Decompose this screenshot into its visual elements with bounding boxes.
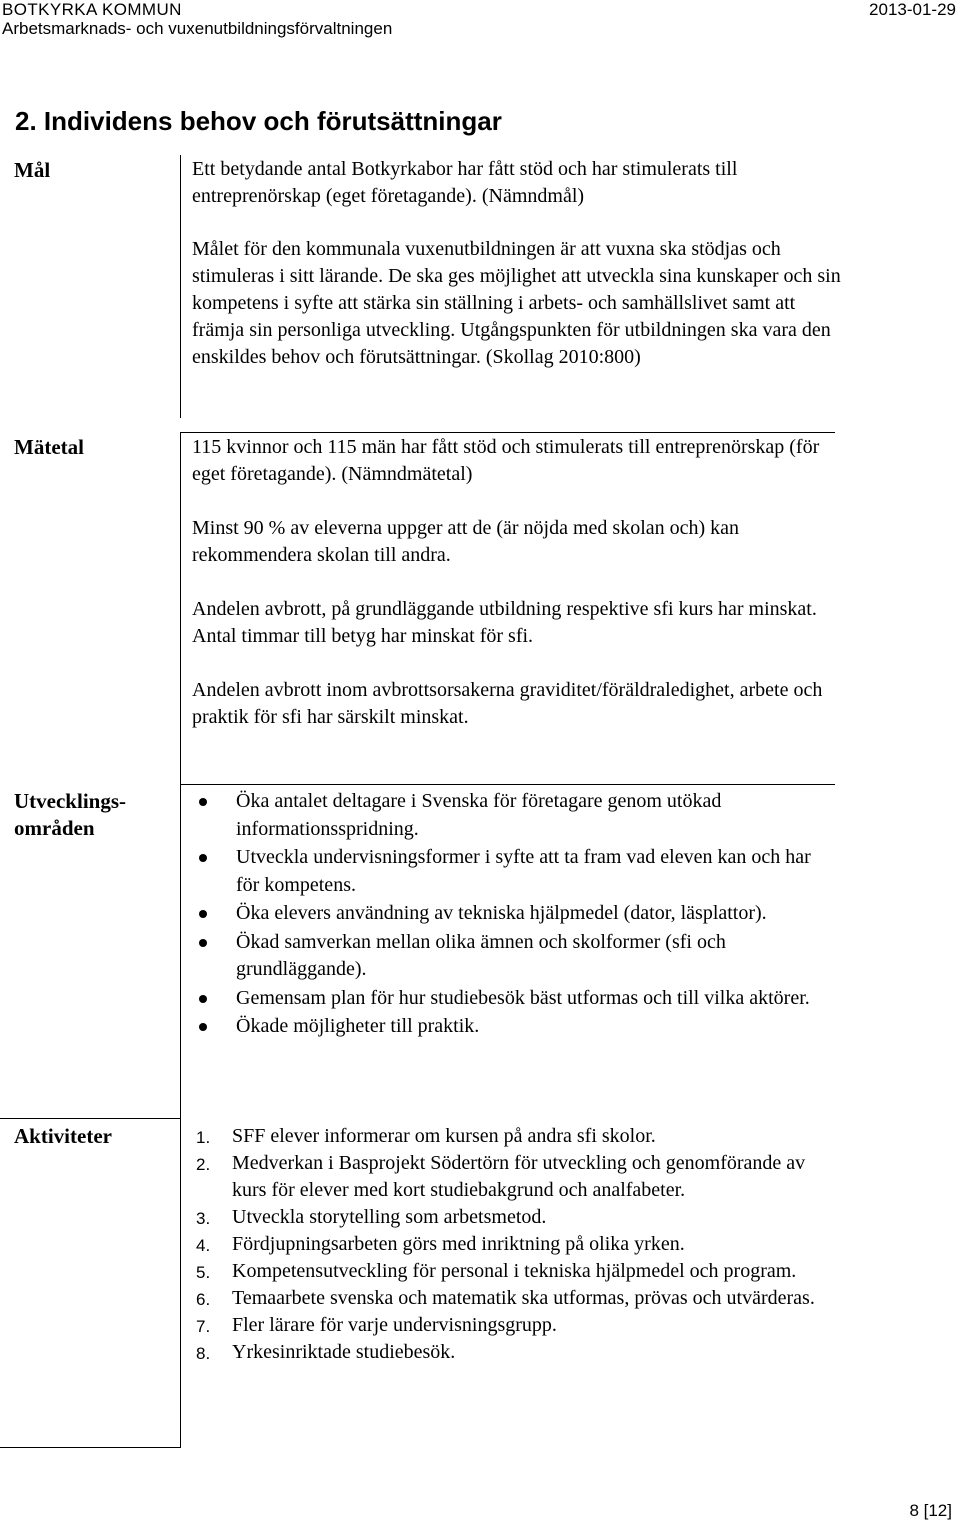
item-number: 2. — [196, 1155, 211, 1174]
list-item — [192, 1231, 832, 1258]
activity-text: Yrkesinriktade studiebesök. — [232, 1341, 456, 1363]
row-separator-mal — [180, 432, 835, 433]
row-label-utveckling-line-1: Utvecklings- — [14, 789, 126, 813]
list-item — [192, 900, 832, 928]
page-number: 8 [12] — [909, 1501, 952, 1520]
activity-text: Kompetensutveckling för personal i tekniska hjälpmedel och program. — [232, 1260, 797, 1282]
list-item — [192, 1285, 832, 1312]
activity-text: Temaarbete svenska och matematik ska utformas, prövas och utvärderas. — [232, 1287, 815, 1309]
row-label-aktiviteter: Aktiviteter — [14, 1124, 112, 1148]
development-item-text: Ökad samverkan mellan olika ämnen och skolformer (sfi och grundläggande). — [236, 930, 726, 980]
table-divider-top — [180, 155, 181, 418]
table-bottom-border — [0, 1447, 180, 1448]
list-item — [192, 1312, 832, 1339]
metric-paragraph-4: Andelen avbrott inom avbrottsorsakerna graviditet/föräldraledighet, arbete och praktik för sfi har särskilt minskat. — [192, 679, 823, 728]
list-item — [192, 844, 832, 899]
item-number: 3. — [196, 1209, 211, 1228]
list-item — [192, 929, 832, 984]
bullet-icon — [199, 939, 207, 947]
list-item — [192, 1013, 832, 1041]
activity-text: Fler lärare för varje undervisningsgrupp. — [232, 1314, 557, 1336]
bullet-icon — [199, 798, 207, 806]
development-item-text: Ökade möjligheter till praktik. — [236, 1015, 480, 1037]
row-label-matetal: Mätetal — [14, 435, 84, 459]
department-name: Arbetsmarknads- och vuxenutbildningsförvaltningen — [2, 19, 393, 38]
list-item — [192, 985, 832, 1013]
item-number: 6. — [196, 1290, 211, 1309]
list-item — [192, 788, 832, 843]
list-item — [192, 1339, 832, 1366]
row-separator-matetal — [180, 784, 835, 785]
bullet-icon — [199, 910, 207, 918]
list-item — [192, 1123, 832, 1150]
table-divider-utveckling — [180, 784, 181, 1119]
row-label-utveckling-line-2: områden — [14, 816, 95, 840]
row-separator-utveckling — [0, 1118, 180, 1119]
metric-paragraph-1: 115 kvinnor och 115 män har fått stöd och stimulerats till entreprenörskap (för eget företagande). (Nämndmätetal) — [192, 436, 820, 485]
table-divider-matetal — [180, 432, 181, 784]
activities-list — [192, 1123, 832, 1366]
development-item-text: Öka elevers användning av tekniska hjälpmedel (dator, läsplattor). — [236, 902, 767, 924]
item-number: 7. — [196, 1317, 211, 1336]
goal-paragraph-2: Målet för den kommunala vuxenutbildningen är att vuxna ska stödjas och stimuleras i sitt lärande. De ska ges möjlighet att utveckla sina kunskaper och sin kompetens i syfte att stärka sin ställning i arbets- och samhällslivet samt att främja sin personliga utveckling. Utgångspunkten för utbildningen ska vara den enskildes behov och förutsättningar. (Skollag 2010:800) — [192, 238, 841, 368]
item-number: 8. — [196, 1344, 211, 1363]
activity-text: Medverkan i Basprojekt Södertörn för utveckling och genomförande av kurs för elever med kort studiebakgrund och analfabeter. — [232, 1152, 806, 1201]
bullet-icon — [199, 1023, 207, 1031]
activity-text: Utveckla storytelling som arbetsmetod. — [232, 1206, 547, 1228]
list-item — [192, 1150, 832, 1204]
table-divider-aktiviteter — [180, 1118, 181, 1448]
bullet-icon — [199, 854, 207, 862]
activity-text: Fördjupningsarbeten görs med inriktning på olika yrken. — [232, 1233, 685, 1255]
activity-text: SFF elever informerar om kursen på andra sfi skolor. — [232, 1125, 656, 1147]
development-item-text: Öka antalet deltagare i Svenska för företagare genom utökad informationsspridning. — [236, 790, 722, 840]
document-date: 2013-01-29 — [869, 0, 956, 19]
development-areas-list — [192, 788, 832, 1042]
development-item-text: Utveckla undervisningsformer i syfte att ta fram vad eleven kan och har för kompetens. — [236, 846, 811, 896]
item-number: 4. — [196, 1236, 211, 1255]
section-title: 2. Individens behov och förutsättningar — [15, 106, 502, 136]
organization-name: BOTKYRKA KOMMUN — [2, 0, 182, 19]
development-item-text: Gemensam plan för hur studiebesök bäst utformas och till vilka aktörer. — [236, 986, 810, 1009]
item-number: 5. — [196, 1263, 211, 1282]
list-item — [192, 1258, 832, 1285]
metric-paragraph-2: Minst 90 % av eleverna uppger att de (är nöjda med skolan och) kan rekommendera skolan till andra. — [192, 517, 740, 566]
metric-paragraph-3: Andelen avbrott, på grundläggande utbildning respektive sfi kurs har minskat. Antal timmar till betyg har minskat för sfi. — [192, 598, 817, 647]
goal-paragraph-1: Ett betydande antal Botkyrkabor har fått stöd och har stimulerats till entreprenörskap (eget företagande). (Nämndmål) — [192, 158, 738, 207]
item-number: 1. — [196, 1128, 211, 1147]
row-label-mal: Mål — [14, 158, 51, 182]
list-item — [192, 1204, 832, 1231]
bullet-icon — [199, 995, 207, 1003]
